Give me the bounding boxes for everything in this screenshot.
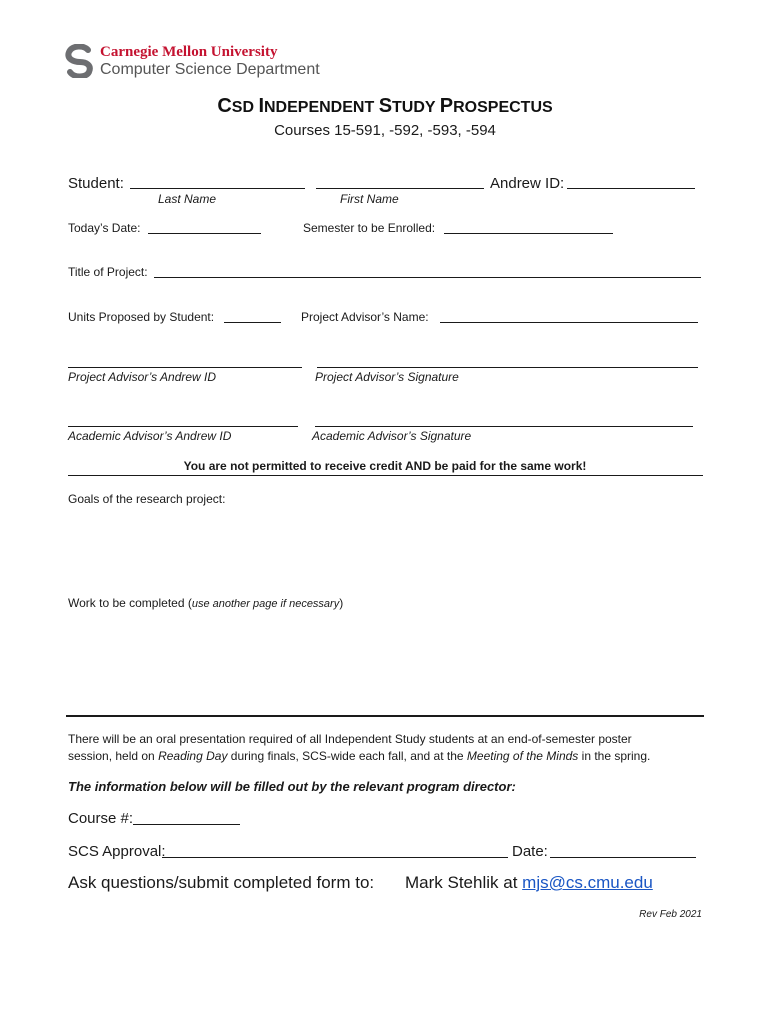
advisor-name-field[interactable] [440,322,698,323]
divider [68,475,703,476]
semester-field[interactable] [444,233,613,234]
cmu-logo-icon [64,44,96,78]
andrew-id-field[interactable] [567,188,695,189]
units-field[interactable] [224,322,281,323]
first-name-caption: First Name [340,192,399,206]
project-title-field[interactable] [154,277,701,278]
academic-andrew-field[interactable] [68,426,298,427]
andrew-id-label: Andrew ID: [490,175,565,192]
date-field[interactable] [550,857,696,858]
contact-ask: Ask questions/submit completed form to: [68,873,375,892]
course-label: Course #: [68,810,134,827]
scs-approval-label: SCS Approval: [68,843,166,860]
courses-subtitle: Courses 15-591, -592, -593, -594 [274,122,496,139]
credit-warning: You are not permitted to receive credit AND be paid for the same work! [183,459,587,473]
project-title-label: Title of Project: [68,265,148,279]
presentation-line-2: session, held on Reading Day during finals, SCS-wide each fall, and at the Meeting of the Minds in the spring. [68,749,651,763]
university-name: Carnegie Mellon University [100,44,278,60]
advisor-andrew-caption: Project Advisor’s Andrew ID [68,370,217,384]
units-label: Units Proposed by Student: [68,310,215,324]
student-label: Student: [68,175,124,192]
first-name-field[interactable] [316,188,484,189]
department-name: Computer Science Department [100,61,320,78]
todays-date-label: Today’s Date: [68,221,141,235]
work-field[interactable] [68,615,703,710]
advisor-name-label: Project Advisor’s Name: [301,310,429,324]
contact-email-link[interactable]: mjs@cs.cmu.edu [522,873,653,892]
date-label: Date: [512,843,548,860]
last-name-field[interactable] [130,188,305,189]
last-name-caption: Last Name [158,192,217,206]
advisor-signature-field[interactable] [317,367,698,368]
academic-signature-field[interactable] [315,426,693,427]
contact-line [405,873,653,893]
advisor-andrew-field[interactable] [68,367,302,368]
divider-thick [66,715,704,717]
revision-date: Rev Feb 2021 [639,909,702,920]
goals-field[interactable] [68,510,703,590]
page-title: CSD INDEPENDENT STUDY PROSPECTUS [217,95,553,117]
contact-name: Mark Stehlik at [405,873,523,892]
advisor-signature-caption: Project Advisor’s Signature [315,370,459,384]
work-label: Work to be completed (use another page if necessary) [68,596,344,610]
academic-signature-caption: Academic Advisor’s Signature [312,429,472,443]
director-note: The information below will be filled out by the relevant program director: [68,779,516,794]
todays-date-field[interactable] [148,233,261,234]
course-field[interactable] [133,824,240,825]
goals-label: Goals of the research project: [68,492,226,506]
scs-approval-field[interactable] [162,857,508,858]
academic-andrew-caption: Academic Advisor’s Andrew ID [68,429,232,443]
semester-label: Semester to be Enrolled: [303,221,436,235]
presentation-line-1: There will be an oral presentation required of all Independent Study students at an end-of-semester poster [68,732,632,746]
